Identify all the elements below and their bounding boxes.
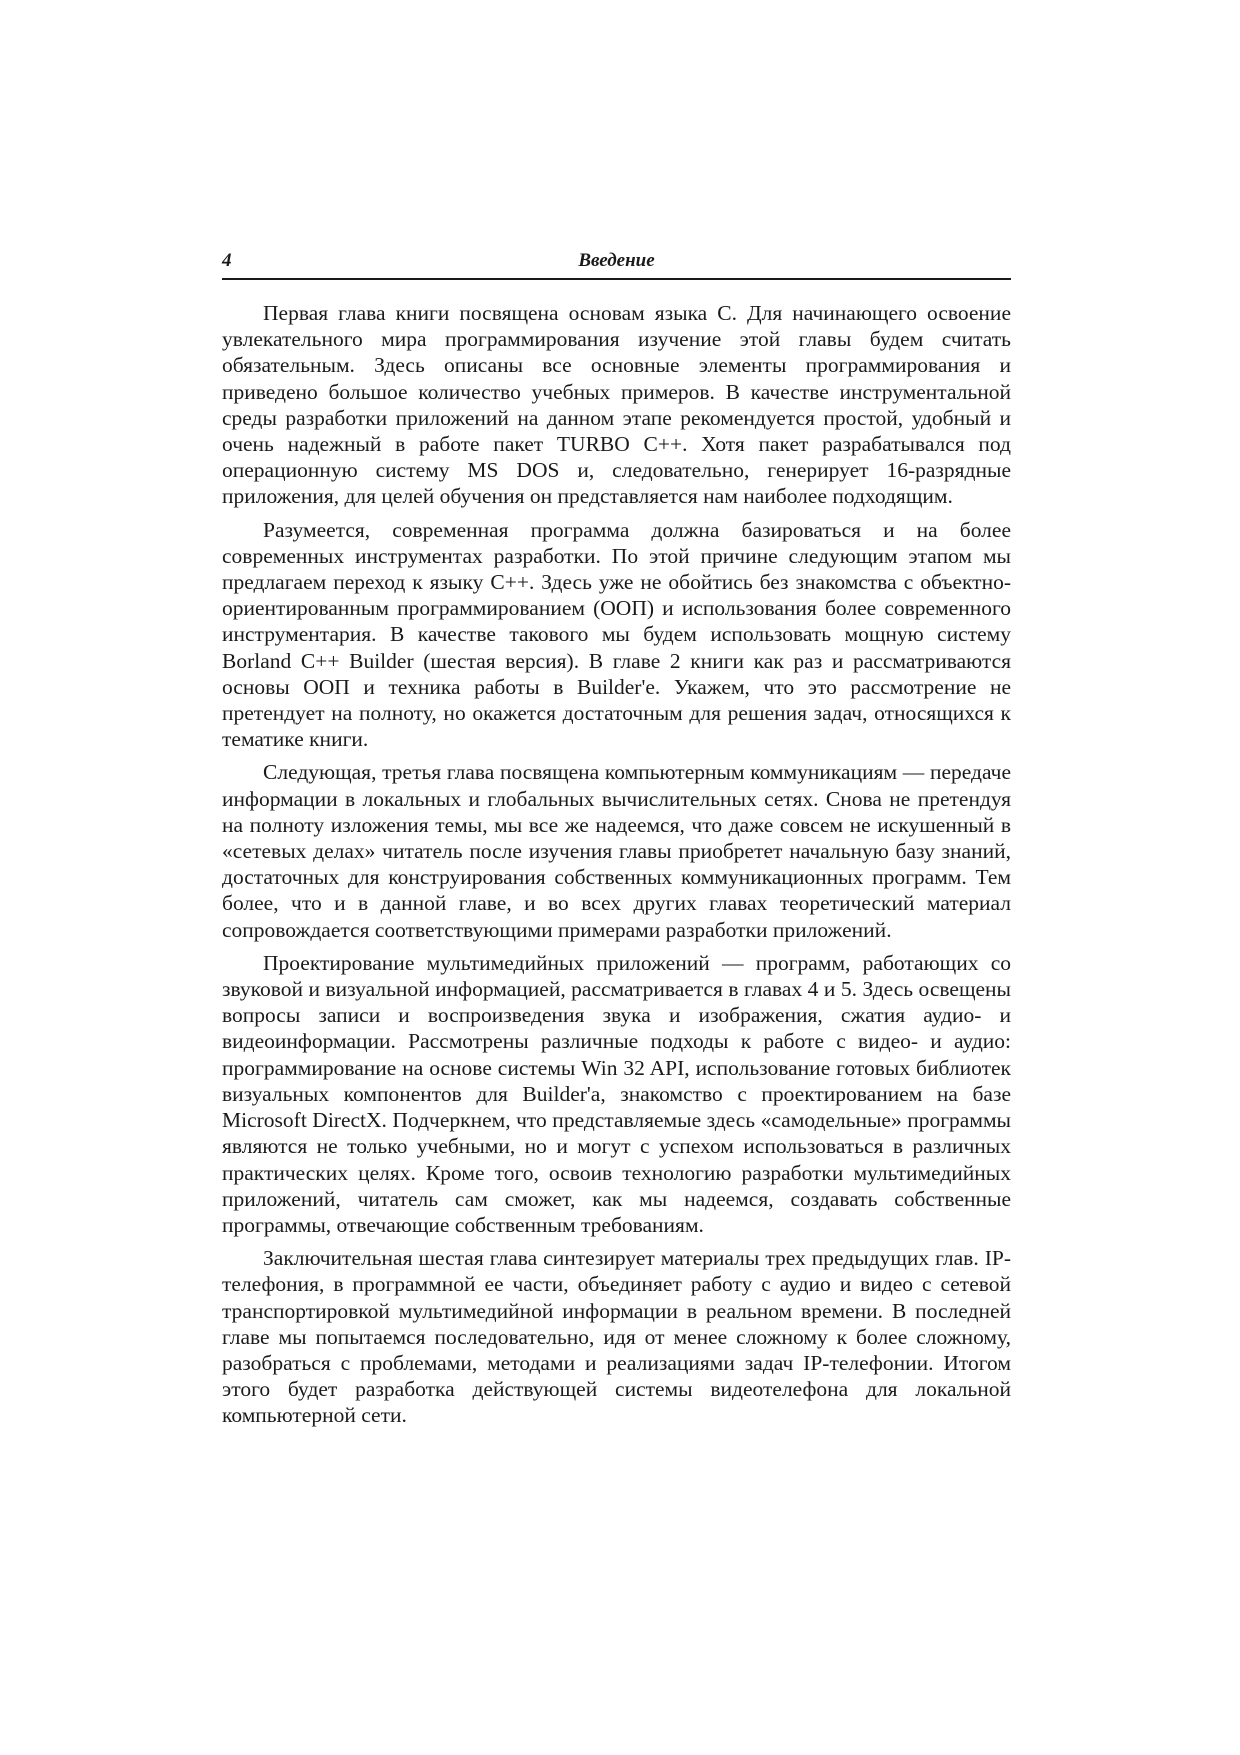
paragraph-chapter-two: Разумеется, современная программа должна базироваться и на более современных инструментах разработки. По этой причине следующим этапом мы предлагаем переход к языку С++. Здесь уже не обойтись без знакомства с объектно-ориентированным программированием (ООП) и использования более современного инструментария. В качестве такового мы будем использовать мощную систему Borland C++ Builder (шестая версия). В главе 2 книги как раз и рассматриваются основы ООП и техника работы в Builder'e. Укажем, что это рассмотрение не претендует на полноту, но окажется достаточным для решения задач, относящихся к тематике книги. (222, 517, 1011, 752)
paragraph-multimedia-chapters: Проектирование мультимедийных приложений — программ, работающих со звуковой и визуальной информацией, рассматривается в главах 4 и 5. Здесь освещены вопросы записи и воспроизведения звука и изображения, сжатия аудио- и видеоинформации. Рассмотрены различные подходы к работе с видео- и аудио: программирование на основе системы Win 32 API, использование готовых библиотек визуальных компонентов для Builder'a, знакомство с проектированием на базе Microsoft DirectX. Подчеркнем, что представляемые здесь «самодельные» программы являются не только учебными, но и могут с успехом использоваться в различных практических целях. Кроме того, освоив технологию разработки мультимедийных приложений, читатель сам сможет, как мы надеемся, создавать собственные программы, отвечающие собственным требованиям. (222, 950, 1011, 1237)
chapter-title: Введение (578, 250, 655, 271)
paragraph-chapter-six: Заключительная шестая глава синтезирует материалы трех предыдущих глав. IP-телефония, в программной ее части, объединяет работу с аудио и видео с сетевой транспортировкой мультимедийной информации в реальном времени. В последней главе мы попытаемся последовательно, идя от менее сложному к более сложному, разобраться с проблемами, методами и реализациями задач IP-телефонии. Итогом этого будет разработка действующей системы видеотелефона для локальной компьютерной сети. (222, 1246, 1011, 1428)
paragraph-chapter-one: Первая глава книги посвящена основам языка С. Для начинающего освоение увлекательного мира программирования изучение этой главы будем считать обязательным. Здесь описаны все основные элементы программирования и приведено большое количество учебных примеров. В качестве инструментальной среды разработки приложений на данном этапе рекомендуется простой, удобный и очень надежный в работе пакет TURBO C++. Хотя пакет разрабатывался под операционную систему MS DOS и, следовательно, генерирует 16-разрядные приложения, для целей обучения он представляется нам наиболее подходящим. (222, 301, 1011, 509)
body-text (222, 300, 1011, 1436)
paragraph-chapter-three: Следующая, третья глава посвящена компьютерным коммуникациям — передаче информации в локальных и глобальных вычислительных сетях. Снова не претендуя на полноту изложения темы, мы все же надеемся, что даже совсем не искушенный в «сетевых делах» читатель после изучения главы приобретет начальную базу знаний, достаточных для конструирования собственных коммуникационных программ. Тем более, что и в данной главе, и во всех других главах теоретический материал сопровождается соответствующими примерами разработки приложений. (222, 760, 1011, 942)
running-head (222, 248, 1011, 280)
page-number: 4 (222, 250, 232, 271)
